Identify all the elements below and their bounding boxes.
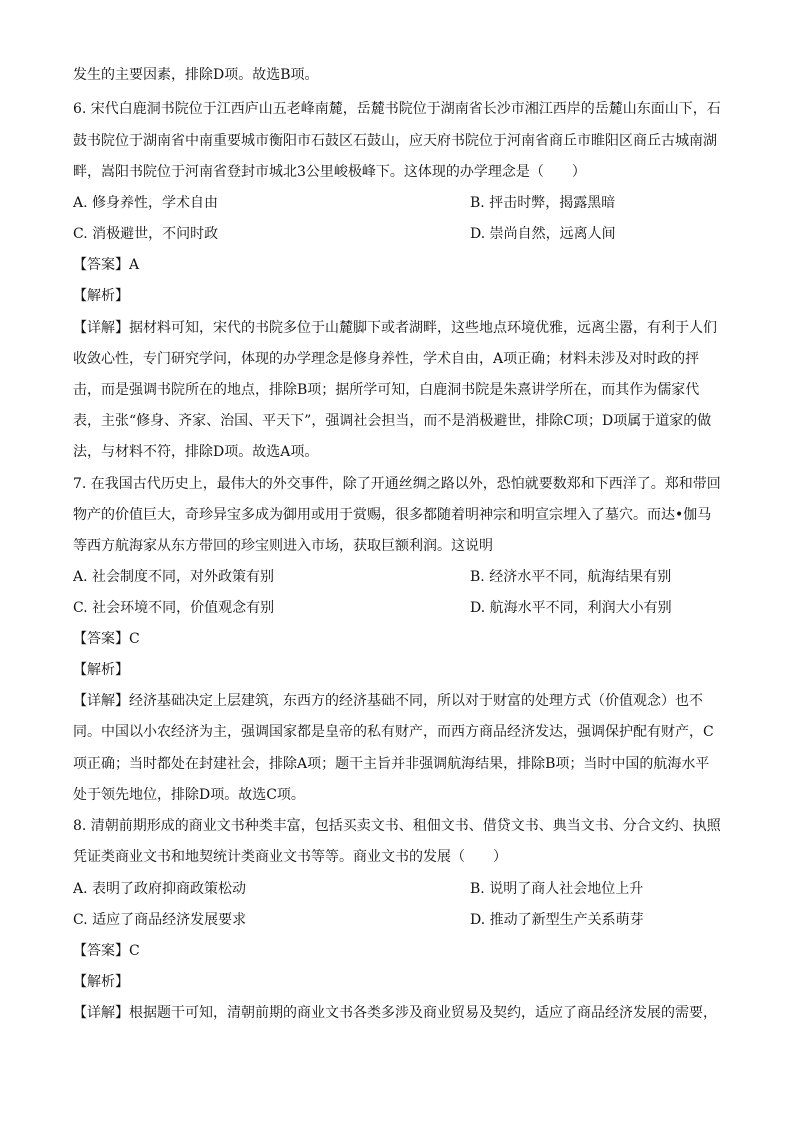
answer-label: 【答案】C [73, 943, 140, 959]
detail-line: 【详解】经济基础决定上层建筑，东西方的经济基础不同，所以对于财富的处理方式（价值观念）也不 [73, 693, 703, 709]
question-8-stem-line: 8. 清朝前期形成的商业文书种类丰富，包括买卖文书、租佃文书、借贷文书、典当文书、分合文约、执照 [73, 818, 721, 834]
answer-label: 【答案】A [73, 257, 140, 273]
question-8-stem-line: 凭证类商业文书和地契统计类商业文书等等。商业文书的发展（ ） [73, 849, 507, 865]
option-d: D. 崇尚自然，远离人间 [470, 226, 616, 242]
option-c: C. 消极避世，不问时政 [73, 226, 219, 242]
option-c: C. 社会环境不同，价值观念有别 [73, 600, 275, 616]
question-7-stem-line: 7. 在我国古代历史上，最伟大的外交事件，除了开通丝绸之路以外，恐怕就要数郑和下西洋了。郑和带回 [73, 476, 721, 492]
text-line: 发生的主要因素，排除D项。故选B项。 [73, 67, 319, 83]
option-d: D. 推动了新型生产关系萌芽 [470, 912, 644, 928]
question-7-stem-line: 等西方航海家从东方带回的珍宝则进入市场，获取巨额利润。这说明 [73, 538, 493, 554]
detail-line: 处于领先地位，排除D项。故选C项。 [73, 787, 305, 803]
detail-line: 【详解】根据题干可知，清朝前期的商业文书各类多涉及商业贸易及契约，适应了商品经济发展的需要， [73, 1005, 717, 1021]
question-6-option-row [73, 193, 616, 213]
detail-line: 表，主张“修身、齐家、治国、平天下”，强调社会担当，而不是消极避世，排除C项；D项属于道家的做 [73, 413, 712, 429]
question-7-stem-line: 物产的价值巨大，奇珍异宝多成为御用或用于赏赐，很多都随着明神宗和明宣宗埋入了墓穴。而达•伽马 [73, 507, 712, 523]
question-6-stem-line: 6. 宋代白鹿洞书院位于江西庐山五老峰南麓，岳麓书院位于湖南省长沙市湘江西岸的岳麓山东面山下，石 [73, 101, 721, 117]
answer-label: 【答案】C [73, 631, 140, 647]
question-8-option-row [73, 879, 644, 899]
option-a: A. 表明了政府抑商政策松动 [73, 881, 247, 897]
detail-line: 【详解】据材料可知，宋代的书院多位于山麓脚下或者湖畔，这些地点环境优雅，远离尘嚣，有利于人们 [73, 320, 717, 336]
question-7-option-row [73, 567, 672, 587]
detail-line: 击，而是强调书院所在的地点，排除B项；据所学可知，白鹿洞书院是朱熹讲学所在，而其作为儒家代 [73, 382, 700, 398]
analysis-label: 【解析】 [73, 662, 129, 678]
detail-line: 法，与材料不符，排除D项。故选A项。 [73, 444, 319, 460]
detail-line: 项正确；当时都处在封建社会，排除A项；题干主旨并非强调航海结果，排除B项；当时中国的航海水平 [73, 756, 710, 772]
option-b: B. 经济水平不同，航海结果有别 [470, 569, 672, 585]
question-6-stem-line: 畔，嵩阳书院位于河南省登封市城北3公里峻极峰下。这体现的办学理念是（ ） [73, 164, 586, 180]
option-a: A. 修身养性，学术自由 [73, 195, 219, 211]
question-6-stem-line: 鼓书院位于湖南省中南重要城市衡阳市石鼓区石鼓山，应天府书院位于河南省商丘市睢阳区商丘古城南湖 [73, 133, 717, 149]
option-b: B. 抨击时弊，揭露黑暗 [470, 195, 616, 211]
analysis-label: 【解析】 [73, 974, 129, 990]
detail-line: 收敛心性，专门研究学问，体现的办学理念是修身养性，学术自由，A项正确；材料未涉及对时政的抨 [73, 351, 700, 367]
option-b: B. 说明了商人社会地位上升 [470, 881, 644, 897]
analysis-label: 【解析】 [73, 288, 129, 304]
question-6-option-row [73, 224, 616, 244]
question-8-option-row [73, 910, 644, 930]
question-7-option-row [73, 598, 672, 618]
option-c: C. 适应了商品经济发展要求 [73, 912, 247, 928]
detail-line: 同。中国以小农经济为主，强调国家都是皇帝的私有财产，而西方商品经济发达，强调保护配有财产，C [73, 724, 714, 740]
option-a: A. 社会制度不同，对外政策有别 [73, 569, 275, 585]
option-d: D. 航海水平不同，利润大小有别 [470, 600, 672, 616]
